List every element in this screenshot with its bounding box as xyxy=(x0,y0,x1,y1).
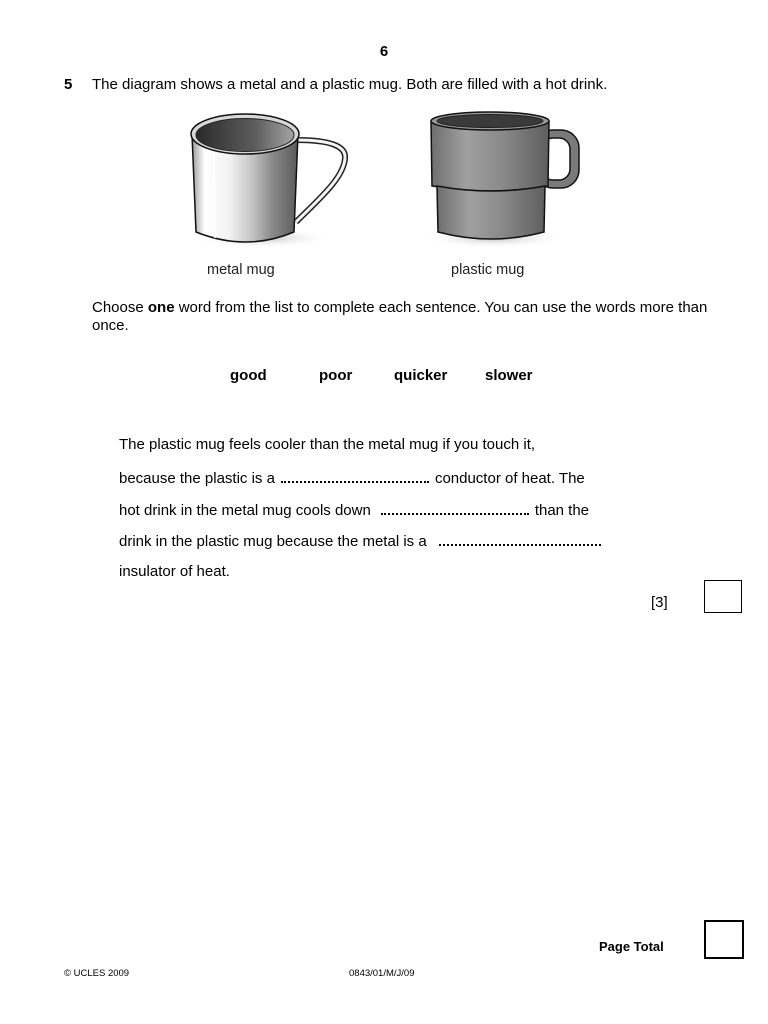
instruction-after: word from the list to complete each sentence. You can use the words more than once. xyxy=(92,299,708,334)
paragraph-line-1: The plastic mug feels cooler than the metal mug if you touch it, xyxy=(119,436,536,453)
answer-blank-3[interactable] xyxy=(439,530,601,546)
page-total-label: Page Total xyxy=(599,939,664,954)
marks-box xyxy=(704,580,742,613)
paragraph-line-3-end: than the xyxy=(534,502,590,519)
instruction-emphasis: one xyxy=(147,299,175,316)
question-number: 5 xyxy=(64,76,73,93)
word-option-good: good xyxy=(230,367,267,384)
paragraph-line-3 xyxy=(119,499,589,519)
word-option-slower: slower xyxy=(485,367,533,384)
page-total-box xyxy=(704,920,744,959)
marks-label: [3] xyxy=(651,594,668,611)
answer-blank-2[interactable] xyxy=(381,499,529,515)
metal-mug-caption: metal mug xyxy=(207,262,275,278)
paragraph-line-5: insulator of heat. xyxy=(119,563,230,580)
footer-paper-code: 0843/01/M/J/09 xyxy=(349,968,415,979)
question-text: The diagram shows a metal and a plastic mug. Both are filled with a hot drink. xyxy=(92,76,608,93)
instruction-text xyxy=(92,299,722,335)
paragraph-line-4 xyxy=(119,530,607,550)
plastic-mug-caption: plastic mug xyxy=(451,262,525,278)
paragraph-line-3-start: hot drink in the metal mug cools down xyxy=(119,502,371,519)
footer-copyright: © UCLES 2009 xyxy=(64,968,130,979)
paragraph-line-4-start: drink in the plastic mug because the metal is a xyxy=(119,533,427,550)
page-number: 6 xyxy=(379,43,389,60)
mugs-figure xyxy=(0,0,768,260)
metal-mug-drawing xyxy=(191,114,345,248)
answer-blank-1[interactable] xyxy=(281,467,429,483)
word-option-poor: poor xyxy=(319,367,353,384)
paragraph-line-2-start: because the plastic is a xyxy=(119,470,275,487)
paragraph-line-2 xyxy=(119,467,585,487)
plastic-mug-drawing xyxy=(422,112,579,248)
instruction-before: Choose xyxy=(92,299,148,316)
word-option-quicker: quicker xyxy=(394,367,448,384)
paragraph-line-2-end: conductor of heat. The xyxy=(434,470,585,487)
